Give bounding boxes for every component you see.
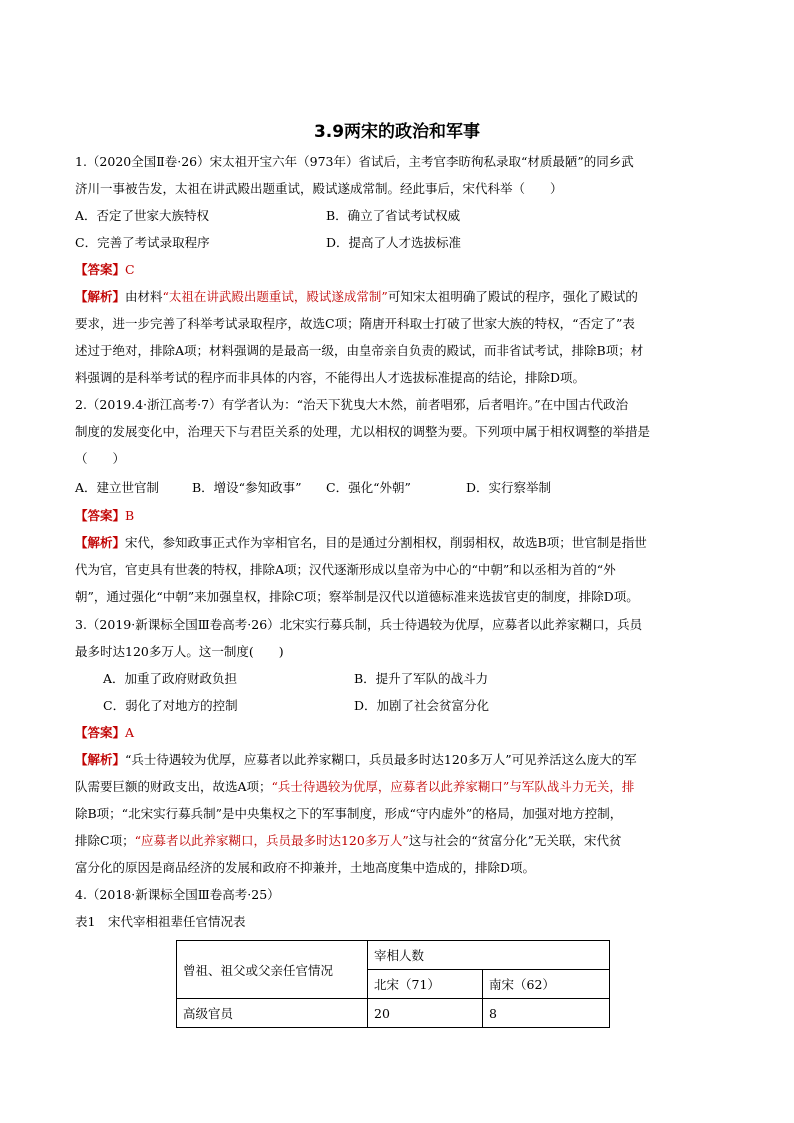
q3-answer-value: A	[125, 725, 135, 740]
table-cell-label: 高级官员	[177, 999, 368, 1028]
q2-stem-line-2: 制度的发展变化中，治理天下与君臣关系的处理，尤以相权的调整为要。下列项中属于相权调整的举措是	[75, 424, 651, 439]
q1-answer-value: C	[125, 262, 135, 277]
q1-analysis-text: 由材料	[125, 289, 163, 304]
q1-analysis-line-4: 料强调的是科举考试的程序而非具体的内容，不能得出人才选拔标准提高的结论，排除D项。	[75, 370, 586, 385]
q1-analysis-line-3: 述过于绝对，排除A项；材料强调的是最高一级，由皇帝亲自负责的殿试，而非省试考试，排除B项；材	[75, 343, 644, 358]
q3-analysis-text: 排除C项；	[75, 833, 135, 848]
q3-analysis-line-3: 除B项；“北宋实行募兵制”是中央集权之下的军事制度，形成“守内虚外”的格局，加强对地方控制，	[75, 806, 623, 821]
q2-answer-value: B	[125, 508, 135, 523]
q1-stem-line-1: 1.（2020全国Ⅱ卷·26）宋太祖开宝六年（973年）省试后，主考官李昉徇私录取“材质最陋”的同乡武	[75, 154, 634, 169]
page-title: 3.9两宋的政治和军事	[313, 122, 481, 142]
q2-stem-line-1: 2.（2019.4·浙江高考·7）有学者认为：“治天下犹曳大木然，前者唱邪，后者唱许。”在中国古代政治	[75, 397, 629, 412]
q3-analysis-line-1	[75, 752, 723, 768]
table-group-header: 宰相人数	[368, 941, 610, 970]
q1-stem-line-2: 济川一事被告发，太祖在讲武殿出题重试，殿试遂成常制。经此事后，宋代科举（ ）	[75, 181, 563, 196]
q3-analysis-text: 这与社会的“贫富分化”无关联，宋代贫	[408, 833, 622, 848]
q3-stem-line-1: 3.（2019·新课标全国Ⅲ卷高考·26）北宋实行募兵制，兵士待遇较为优厚，应募者以此养家糊口，兵员	[75, 617, 643, 632]
q1-option-a: A．否定了世家大族特权	[75, 208, 210, 223]
q1-option-c: C．完善了考试录取程序	[75, 235, 210, 250]
q3-analysis-text: 队需要巨额的财政支出，故选A项；	[75, 779, 272, 794]
q1-answer	[75, 262, 723, 278]
table-cell-value: 8	[483, 999, 610, 1028]
answer-label: 【答案】	[75, 725, 126, 740]
q1-option-b: B．确立了省试考试权威	[326, 208, 461, 223]
answer-label: 【答案】	[75, 262, 126, 277]
q1-option-d: D．提高了人才选拔标准	[326, 235, 462, 250]
q2-analysis-line-2: 代为官，官吏具有世袭的特权，排除A项；汉代逐渐形成以皇帝为中心的“中朝”和以丞相为首的“外	[75, 562, 616, 577]
q2-option-a: A．建立世官制	[75, 480, 160, 495]
q1-analysis-quote: “太祖在讲武殿出题重试，殿试遂成常制”	[162, 289, 388, 304]
q3-analysis-text: “兵士待遇较为优厚，应募者以此养家糊口，兵员最多时达120多万人”可见养活这么庞大的军	[125, 752, 637, 767]
q1-analysis-text: 可知宋太祖明确了殿试的程序，强化了殿试的	[387, 289, 638, 304]
table-col-header-south: 南宋（62）	[483, 970, 610, 999]
q3-analysis-line-2	[75, 779, 723, 795]
analysis-label: 【解析】	[75, 752, 126, 767]
q3-analysis-line-5: 富分化的原因是商品经济的发展和政府不抑兼并，土地高度集中造成的，排除D项。	[75, 860, 536, 875]
officials-table	[176, 940, 610, 1028]
q2-stem-line-3: （ ）	[75, 451, 126, 466]
table-caption: 表1 宋代宰相祖辈任官情况表	[75, 914, 246, 929]
q2-option-b: B．增设“参知政事”	[192, 480, 302, 495]
analysis-label: 【解析】	[75, 535, 126, 550]
q3-answer	[75, 725, 723, 741]
q4-stem-line-1: 4.（2018·新课标全国Ⅲ卷高考·25）	[75, 887, 280, 902]
q2-analysis-line-1	[75, 535, 723, 551]
q1-analysis-line-2: 要求，进一步完善了科举考试录取程序，故选C项；隋唐开科取士打破了世家大族的特权，“否定了”表	[75, 316, 635, 331]
q3-option-c: C．弱化了对地方的控制	[103, 698, 238, 713]
q3-option-a: A．加重了政府财政负担	[103, 671, 238, 686]
q3-option-d: D．加剧了社会贫富分化	[354, 698, 490, 713]
q2-analysis-text: 宋代，参知政事正式作为宰相官名，目的是通过分割相权，削弱相权，故选B项；世官制是指世	[125, 535, 647, 550]
q3-option-b: B．提升了军队的战斗力	[354, 671, 489, 686]
q3-analysis-line-4	[75, 833, 723, 849]
q3-stem-line-2: 最多时达120多万人。这一制度( )	[75, 644, 284, 659]
q3-analysis-quote: “应募者以此养家糊口，兵员最多时达120多万人”	[134, 833, 409, 848]
q3-analysis-quote: “兵士待遇较为优厚，应募者以此养家糊口”与军队战斗力无关，排	[271, 779, 635, 794]
q2-analysis-line-3: 朝”，通过强化“中朝”来加强皇权，排除C项；察举制是汉代以道德标准来选拔官吏的制度，排除D项。	[75, 589, 639, 604]
table-cell-value: 20	[368, 999, 483, 1028]
table-row	[177, 999, 610, 1028]
q2-option-c: C．强化“外朝”	[326, 480, 411, 495]
answer-label: 【答案】	[75, 508, 126, 523]
q1-analysis-line-1	[75, 289, 723, 305]
q2-answer	[75, 508, 723, 524]
table-header-row	[177, 941, 610, 970]
table-row-header: 曾祖、祖父或父亲任官情况	[177, 941, 368, 999]
table-col-header-north: 北宋（71）	[368, 970, 483, 999]
q2-option-d: D．实行察举制	[466, 480, 552, 495]
analysis-label: 【解析】	[75, 289, 126, 304]
